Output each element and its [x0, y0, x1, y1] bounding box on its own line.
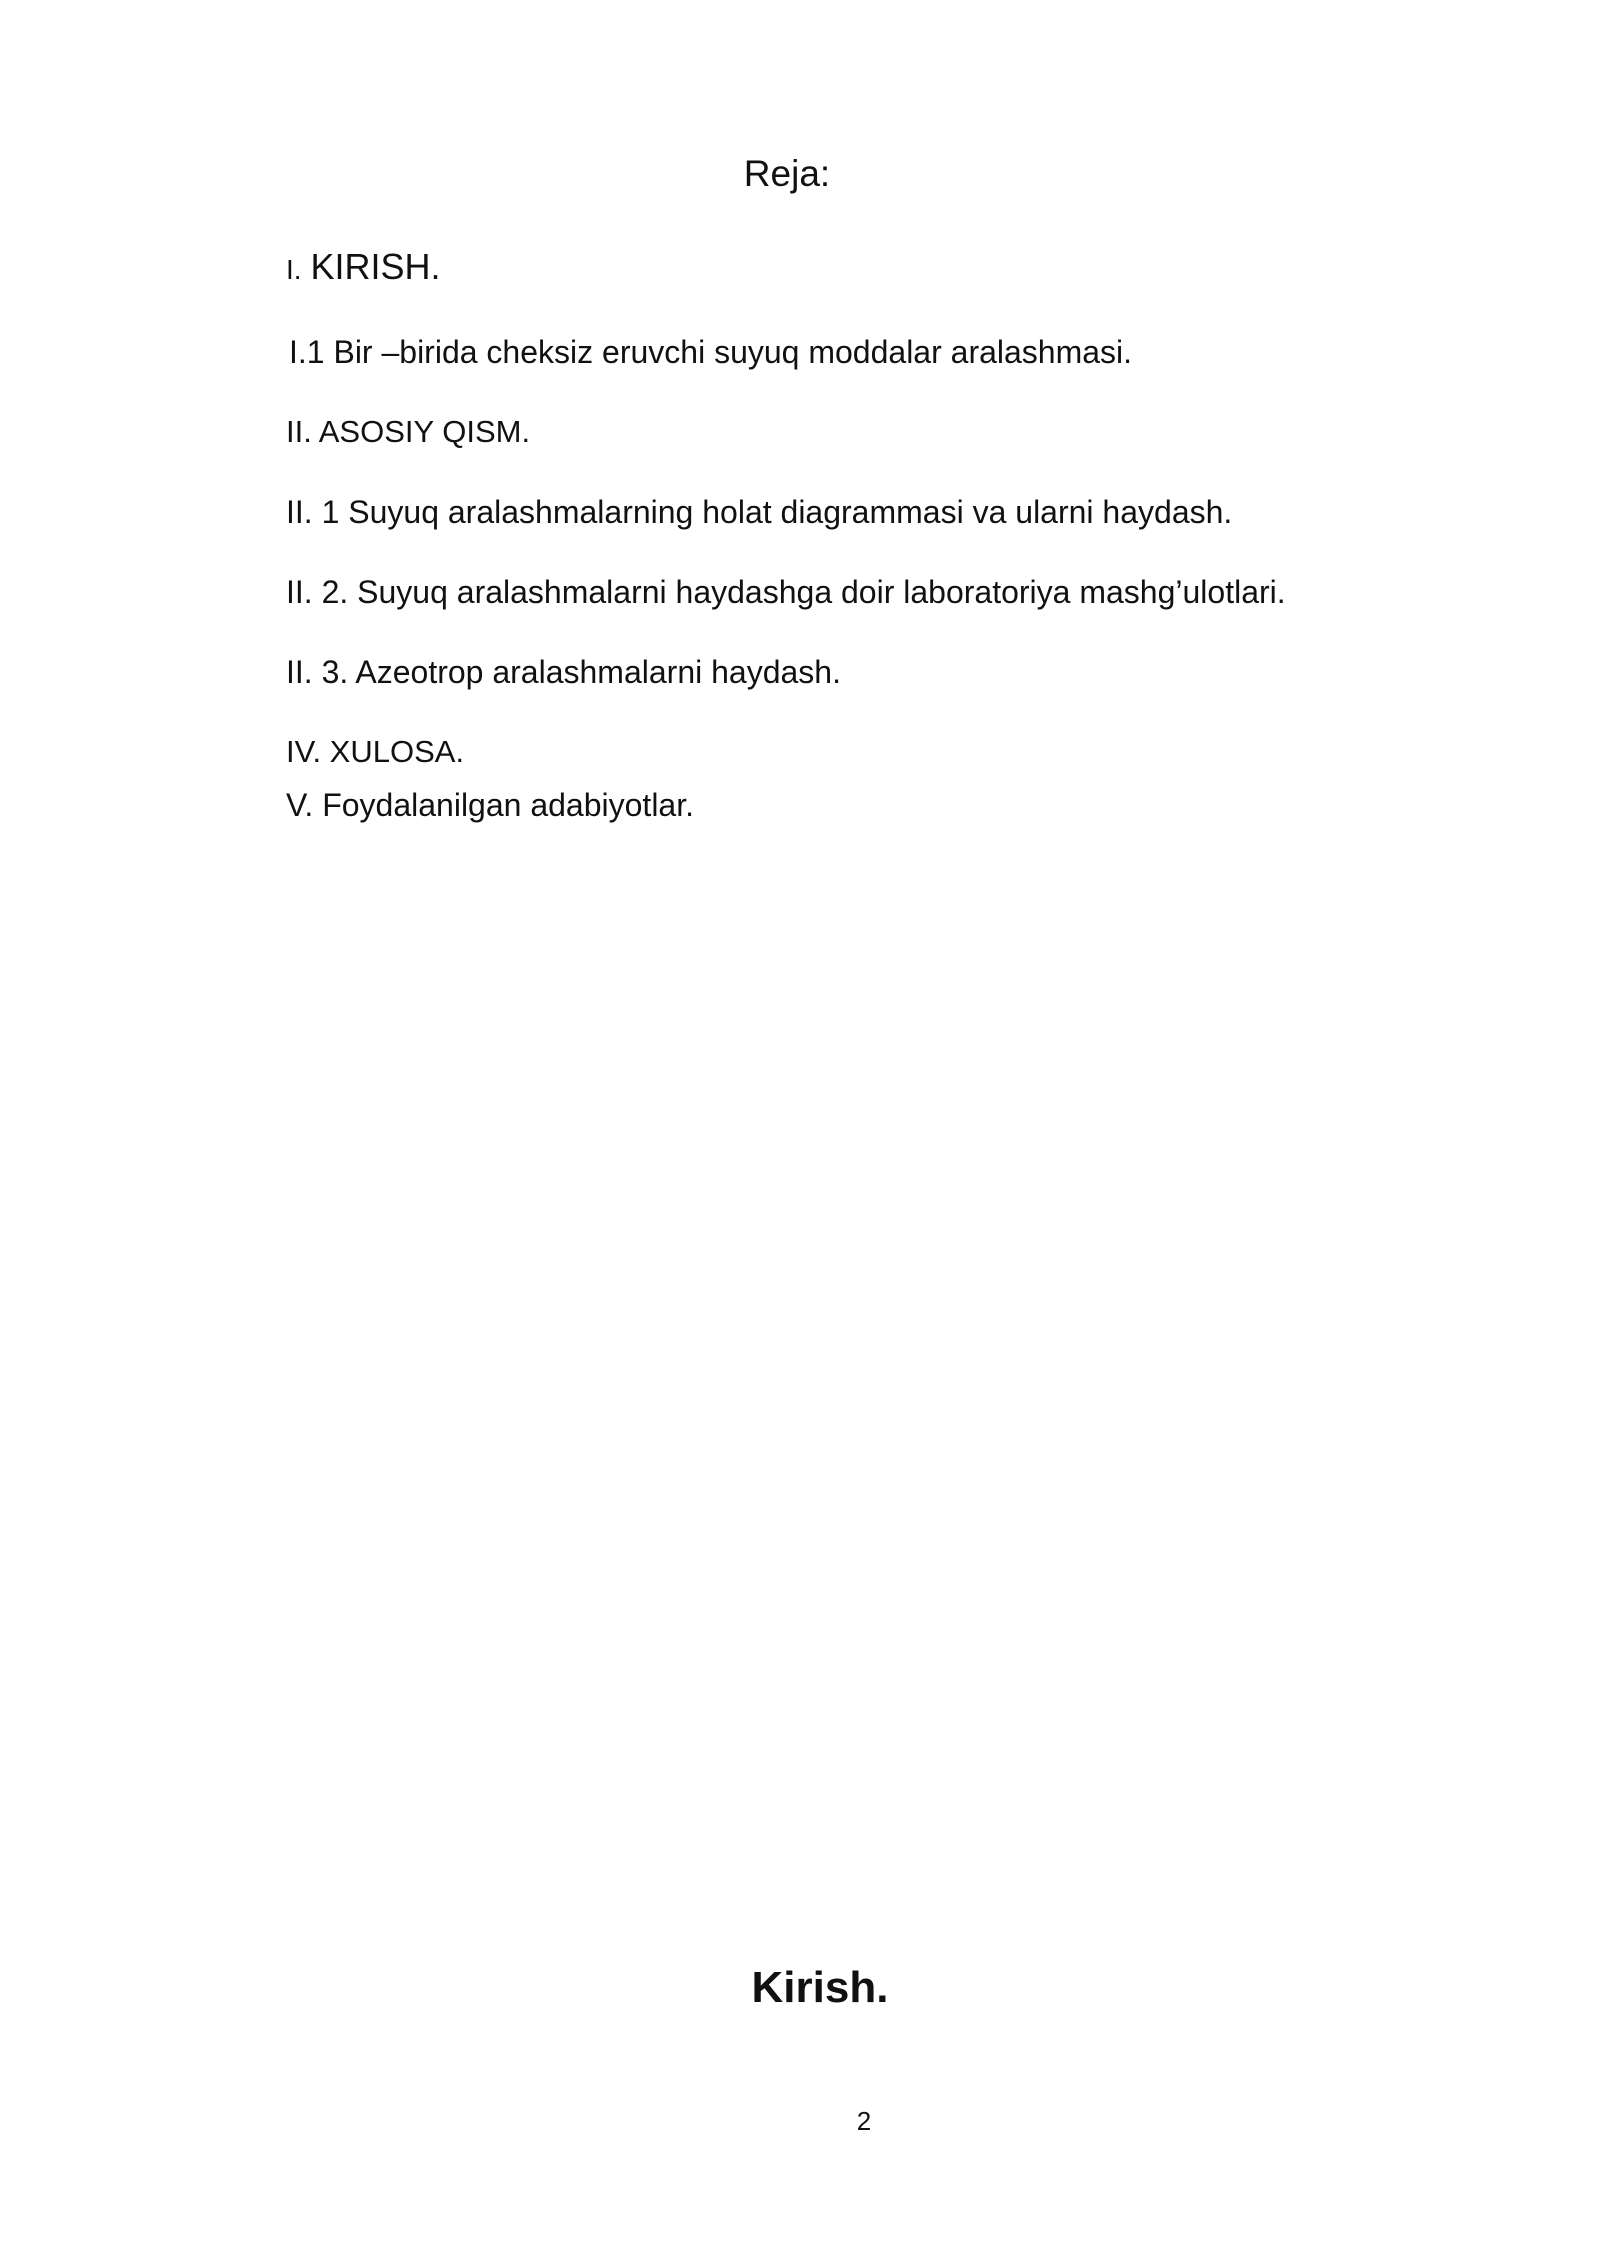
toc-item-ii2: II. 2. Suyuq aralashmalarni haydashga doir laboratoriya mashg’ulotlari. — [286, 574, 1286, 610]
section-heading: Kirish. — [751, 1963, 889, 2012]
page-number: 2 — [856, 2106, 872, 2136]
toc-item-xulosa: IV. XULOSA. — [286, 734, 465, 769]
toc-item-i1: I.1 Bir –birida cheksiz eruvchi suyuq moddalar aralashmasi. — [289, 334, 1133, 370]
toc-item-ii3: II. 3. Azeotrop aralashmalarni haydash. — [286, 654, 841, 690]
toc-item-label: KIRISH. — [310, 246, 441, 287]
toc-item-kirish — [286, 247, 440, 290]
toc-item-ii1: II. 1 Suyuq aralashmalarning holat diagrammasi va ularni haydash. — [286, 494, 1233, 530]
toc-item-asosiy-qism: II. ASOSIY QISM. — [286, 414, 531, 449]
toc-item-adabiyotlar: V. Foydalanilgan adabiyotlar. — [286, 787, 694, 823]
toc-item-number: I. — [286, 254, 302, 285]
plan-title: Reja: — [743, 153, 831, 194]
